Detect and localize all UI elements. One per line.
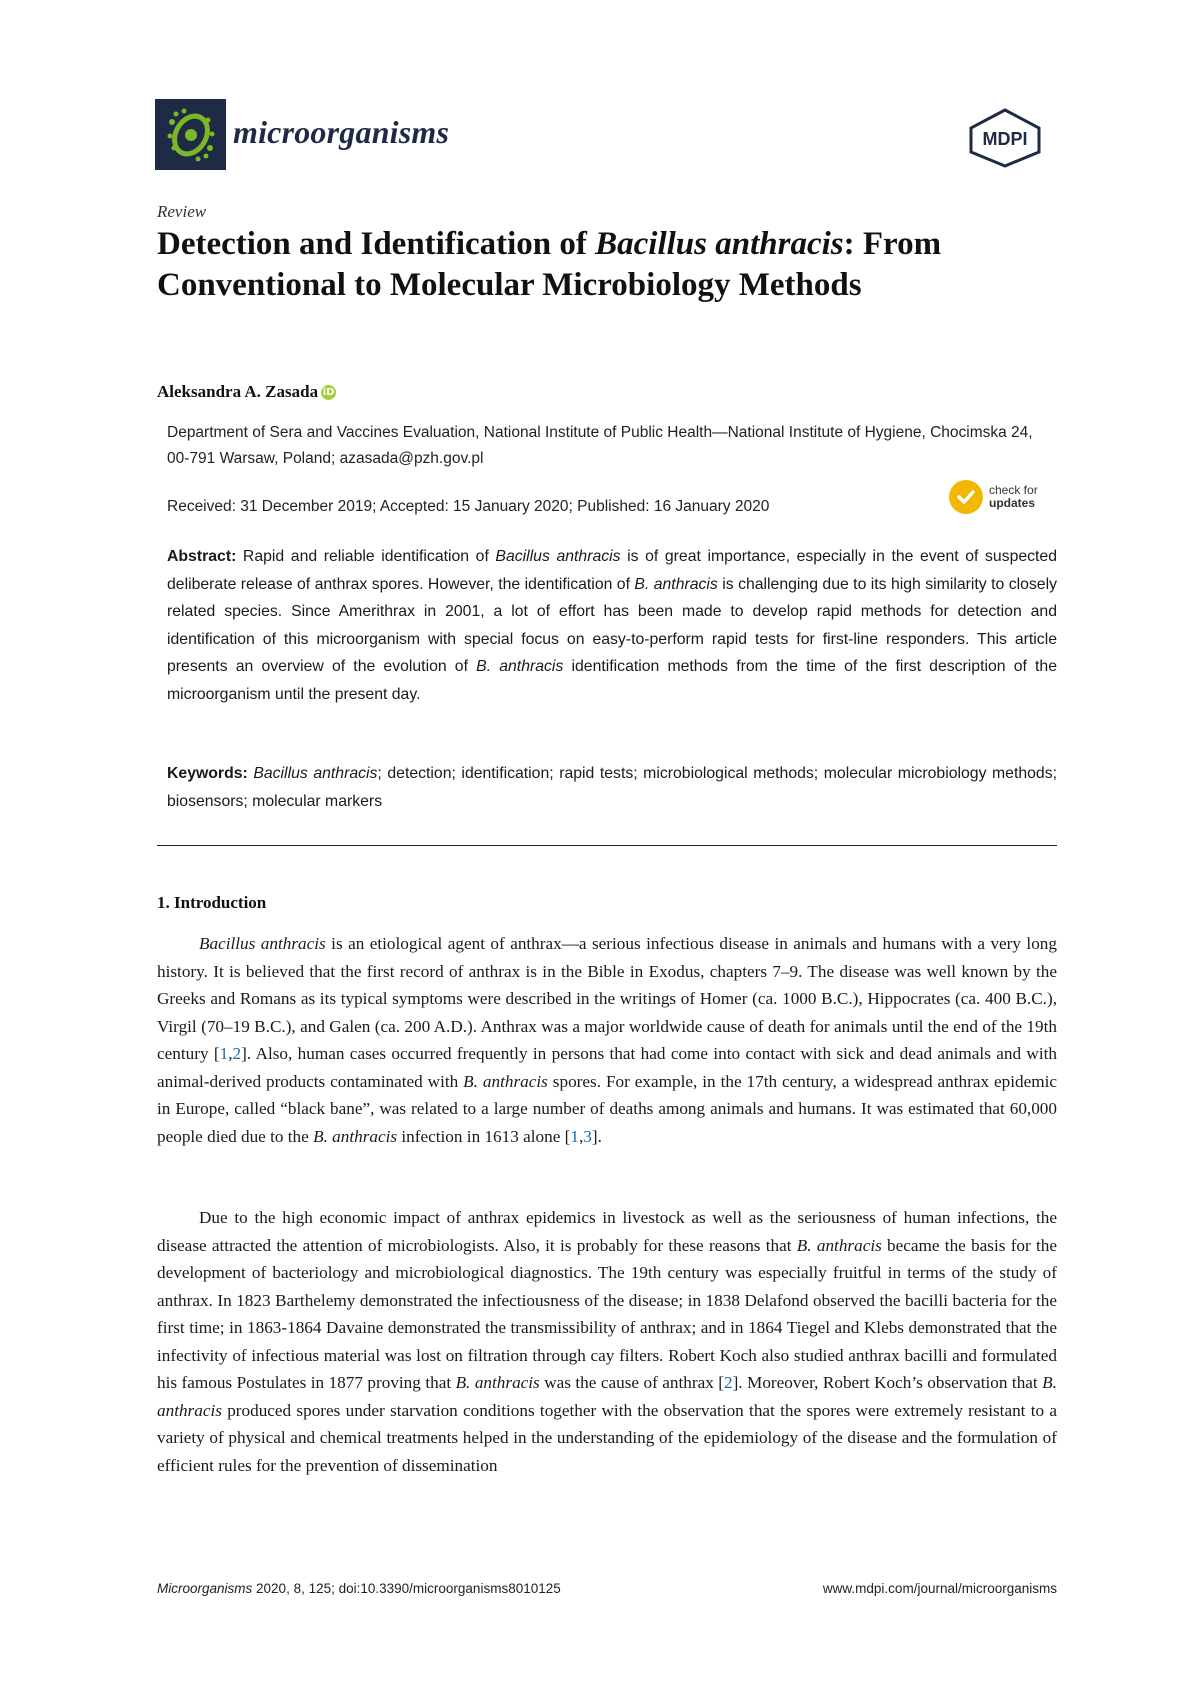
journal-logo bbox=[155, 99, 226, 170]
check-updates-label: check for updates bbox=[989, 483, 1038, 510]
mdpi-logo-text: MDPI bbox=[982, 129, 1028, 149]
checkmark-icon bbox=[949, 480, 983, 514]
orcid-icon[interactable]: iD bbox=[322, 386, 335, 398]
article-title: Detection and Identification of Bacillus anthracis: From Conventional to Molecular Microbiology Methods bbox=[157, 226, 942, 303]
footer-citation: Microorganisms 2020, 8, 125; doi:10.3390/microorganisms8010125 bbox=[157, 1581, 561, 1596]
citation-link[interactable]: 3 bbox=[583, 1126, 592, 1146]
author bbox=[157, 382, 336, 402]
citation-link[interactable]: 1 bbox=[570, 1126, 579, 1146]
publication-dates: Received: 31 December 2019; Accepted: 15 January 2020; Published: 16 January 2020 bbox=[167, 498, 770, 515]
keywords-label: Keywords: bbox=[167, 765, 248, 782]
section-heading: 1. Introduction bbox=[157, 893, 267, 912]
affiliation: Department of Sera and Vaccines Evaluation, National Institute of Public Health—National Institute of Hygiene, Chocimska 24, 00-791 Warsaw, Poland; azasada@pzh.gov.pl bbox=[167, 424, 1033, 467]
footer-journal-url[interactable]: www.mdpi.com/journal/microorganisms bbox=[822, 1581, 1057, 1596]
author-name[interactable]: Aleksandra A. Zasada bbox=[157, 382, 319, 401]
bacterium-icon bbox=[164, 108, 218, 162]
body-paragraph-2: Due to the high economic impact of anthrax epidemics in livestock as well as the seriousness of human infections, the disease attracted the attention of microbiologists. Also, it is probably for these reasons that B. anthracis became the basis for the development of bacteriology and microbiological diagnostics. The 19th century was especially fruitful in terms of the study of anthrax. In 1823 Barthelemy demonstrated the infectiousness of the disease; in 1838 Delafond observed the bacilli bacteria for the first time; in 1863-1864 Davaine demonstrated the transmissibility of anthrax; and in 1864 Tiegel and Klebs demonstrated that the infectivity of infectious material was lost on filtration through cay filters. Robert Koch also studied anthrax bacilli and formulated his famous Postulates in 1877 proving that B. anthracis was the cause of anthrax [2]. Moreover, Robert Koch’s observation that B. anthracis produced spores under starvation conditions together with the observation that the spores were extremely resistant to a variety of physical and chemical treatments helped in the understanding of the epidemiology of the disease and the formulation of efficient rules for the prevention of dissemination bbox=[157, 1208, 1058, 1475]
check-for-updates-button[interactable] bbox=[949, 480, 1038, 514]
body-paragraph-1: Bacillus anthracis is an etiological agent of anthrax—a serious infectious disease in animals and humans with a very long history. It is believed that the first record of anthrax is in the Bible in Exodus, chapters 7–9. The disease was well known by the Greeks and Romans as its typical symptoms were described in the writings of Homer (ca. 1000 B.C.), Hippocrates (ca. 400 B.C.), Virgil (70–19 B.C.), and Galen (ca. 200 A.D.). Anthrax was a major worldwide cause of death for animals until the end of the 19th century [1,2]. Also, human cases occurred frequently in persons that had come into contact with sick and dead animals and with animal-derived products contaminated with B. anthracis spores. For example, in the 17th century, a widespread anthrax epidemic in Europe, called “black bane”, was related to a large number of deaths among animals and humans. It was estimated that 60,000 people died due to the B. anthracis infection in 1613 alone [1,3]. bbox=[157, 934, 1057, 1146]
mdpi-logo bbox=[965, 108, 1045, 168]
abstract-label: Abstract: bbox=[167, 548, 237, 565]
citation-link[interactable]: 1 bbox=[219, 1044, 229, 1063]
section-divider bbox=[157, 845, 1057, 846]
keywords: Keywords: Bacillus anthracis; detection; identification; rapid tests; microbiological methods; molecular microbiology methods; biosensors; molecular markers bbox=[167, 765, 1057, 810]
abstract: Abstract: Rapid and reliable identification of Bacillus anthracis is of great importance, especially in the event of suspected deliberate release of anthrax spores. However, the identification of B. anthracis is challenging due to its high similarity to closely related species. Since Amerithrax in 2001, a lot of effort has been made to develop rapid methods for detection and identification of this microorganism with special focus on easy-to-perform rapid tests for first-line responders. This article presents an overview of the evolution of B. anthracis identification methods from the time of the first description of the microorganism until the present day. bbox=[167, 548, 1057, 703]
article-type: Review bbox=[157, 202, 207, 221]
citation-link[interactable]: 2 bbox=[723, 1373, 733, 1392]
journal-name: microorganisms bbox=[233, 114, 450, 150]
citation-link[interactable]: 2 bbox=[232, 1044, 242, 1063]
